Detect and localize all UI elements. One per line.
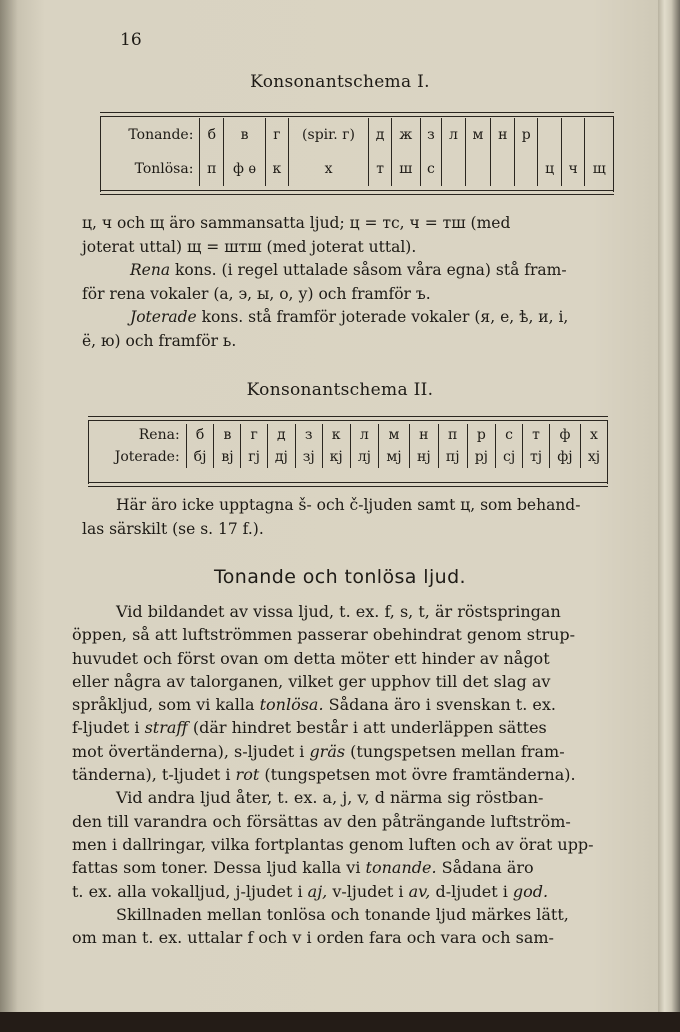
schema2-joterade-cell: тj: [523, 446, 550, 468]
schema2-rena-cell: т: [523, 424, 550, 446]
book-spine-bottom: [0, 1012, 680, 1032]
body-line: den till varandra och försättas av den påträngande luftström-: [72, 811, 571, 831]
note-line: för rena vokaler (а, э, ы, о, у) och framför ъ.: [82, 284, 431, 303]
schema2-joterade-cell: фj: [549, 446, 580, 468]
schema2-joterade-cell: бj: [186, 446, 214, 468]
schema2-joterade-cell: дj: [267, 446, 295, 468]
schema2-top-rule: [88, 416, 608, 421]
body-line: fattas som toner. Dessa ljud kalla vi tonande. Sådana äro: [72, 858, 534, 878]
note-line: Rena kons. (i regel uttalade såsom våra egna) stå fram-: [130, 261, 567, 279]
schema1-voiced-cell: ж: [392, 118, 421, 152]
schema2-rena-cell: н: [409, 424, 438, 446]
schema1-bottom-rule: [100, 190, 614, 195]
schema1-voiceless-cell: х: [288, 152, 368, 186]
schema2-joterade-cell: гj: [241, 446, 267, 468]
body-line: öppen, så att luftströmmen passerar obehindrat genom strup-: [72, 625, 576, 645]
schema2-joterade-cell: пj: [438, 446, 467, 468]
schema1-voiceless-cell: щ: [585, 152, 613, 186]
schema2-joterade-row: [90, 446, 607, 468]
schema1-voiceless-cell: ш: [392, 152, 421, 186]
schema1-voiceless-cell: п: [200, 152, 224, 186]
body-line: t. ex. alla vokalljud, j-ljudet i aj, v-ljudet i av, d-ljudet i god.: [72, 881, 549, 901]
body-line: f-ljudet i straff (där hindret består i att underläppen sättes: [72, 718, 547, 738]
schema1-voiced-cell: р: [515, 118, 538, 152]
body-line: huvudet och först ovan om detta möter ett hinder av något: [72, 648, 550, 668]
schema1-voiced-cell: д: [369, 118, 392, 152]
schema2-rena-label: Rena:: [138, 427, 180, 443]
schema2-heading: Konsonantschema II.: [246, 380, 434, 400]
schema1-voiced-cell: б: [200, 118, 224, 152]
consonant-notes: [82, 212, 612, 353]
schema2-table: [90, 424, 607, 468]
schema1-voiced-row: [102, 118, 613, 152]
schema2-joterade-cell: рj: [467, 446, 495, 468]
schema2-rena-cell: к: [322, 424, 350, 446]
schema1-voiceless-row: [102, 152, 613, 186]
schema2-joterade-cell: вj: [214, 446, 241, 468]
schema2-rena-cell: п: [438, 424, 467, 446]
schema2-bottom-rule: [88, 482, 608, 487]
body-line: Skillnaden mellan tonlösa och tonande ljud märkes lätt,: [116, 904, 569, 924]
schema1-voiced-cell: з: [420, 118, 442, 152]
page-edge: [658, 0, 680, 1032]
schema2-rena-row: [90, 424, 607, 446]
schema1-voiceless-cell: ф ѳ: [224, 152, 266, 186]
schema2-rena-cell: х: [580, 424, 607, 446]
schema1-voiced-cell: г: [265, 118, 288, 152]
schema2-left-border: [88, 420, 89, 484]
schema1-voiced-cell: [561, 118, 585, 152]
schema2-joterade-label: Joterade:: [114, 449, 180, 465]
body-line: om man t. ex. uttalar f och v i orden fara och vara och sam-: [72, 928, 554, 948]
note-line: Här äro icke upptagna š- och č-ljuden samt ц, som behand-: [116, 496, 581, 514]
schema1-voiceless-cell: [465, 152, 491, 186]
schema1-voiced-cell: н: [491, 118, 515, 152]
body-line: men i dallringar, vilka fortplantas genom luften och av örat upp-: [72, 834, 594, 854]
page-number: 16: [120, 30, 142, 50]
body-line: mot övertänderna), s-ljudet i gräs (tungspetsen mellan fram-: [72, 741, 565, 761]
schema1-voiceless-cell: [515, 152, 538, 186]
schema2-joterade-cell: кj: [322, 446, 350, 468]
schema1-voiceless-cell: к: [265, 152, 288, 186]
note-line: Joterade kons. stå framför joterade vokaler (я, е, ѣ, и, і,: [130, 308, 569, 326]
schema1-left-border: [100, 116, 101, 192]
schema1-heading: Konsonantschema I.: [250, 72, 430, 92]
note-line: joterat uttal) щ = штш (med joterat uttal).: [82, 237, 417, 256]
schema1-voiced-cell: м: [465, 118, 491, 152]
schema2-rena-cell: с: [496, 424, 523, 446]
note-line: las särskilt (se s. 17 f.).: [82, 519, 264, 538]
schema2-joterade-cell: хj: [580, 446, 607, 468]
note-line: ц, ч och щ äro sammansatta ljud; ц = тс, ч = тш (med: [82, 214, 511, 232]
schema1-voiceless-cell: ц: [538, 152, 561, 186]
schema1-voiced-cell: в: [224, 118, 266, 152]
body-line: tänderna), t-ljudet i rot (tungspetsen mot övre framtänderna).: [72, 765, 576, 785]
schema1-table: [102, 118, 613, 186]
schema1-voiceless-label: Tonlösa:: [134, 161, 194, 177]
schema1-voiceless-cell: с: [420, 152, 442, 186]
schema2-joterade-cell: сj: [496, 446, 523, 468]
schema1-right-border: [613, 116, 614, 192]
schema1-voiceless-cell: ч: [561, 152, 585, 186]
schema2-right-border: [607, 420, 608, 484]
schema1-voiceless-cell: [442, 152, 465, 186]
schema2-rena-cell: м: [379, 424, 410, 446]
note-line: ё, ю) och framför ь.: [82, 331, 237, 350]
schema1-voiced-cell: [538, 118, 561, 152]
schema1-voiced-cell: [585, 118, 613, 152]
schema2-rena-cell: р: [467, 424, 495, 446]
schema1-voiced-cell: (spir. г): [288, 118, 368, 152]
schema2-joterade-cell: зj: [295, 446, 322, 468]
schema2-joterade-cell: лj: [350, 446, 378, 468]
schema1-voiceless-cell: т: [369, 152, 392, 186]
schema2-rena-cell: д: [267, 424, 295, 446]
schema2-rena-cell: б: [186, 424, 214, 446]
body-line: Vid andra ljud åter, t. ex. a, j, v, d närma sig röstban-: [116, 788, 544, 808]
schema2-rena-cell: з: [295, 424, 322, 446]
schema2-rena-cell: г: [241, 424, 267, 446]
body-line: Vid bildandet av vissa ljud, t. ex. f, s, t, är röstspringan: [116, 602, 561, 621]
body-line: eller några av talorganen, vilket ger upphov till det slag av: [72, 671, 551, 691]
section-title: Tonande och tonlösa ljud.: [214, 566, 466, 588]
schema2-joterade-cell: нj: [409, 446, 438, 468]
body-line: språkljud, som vi kalla tonlösa. Sådana äro i svenskan t. ex.: [72, 695, 556, 715]
schema2-rena-cell: ф: [549, 424, 580, 446]
body-text: [72, 600, 612, 949]
schema1-voiceless-cell: [491, 152, 515, 186]
schema2-note: [82, 494, 612, 541]
schema1-voiced-cell: л: [442, 118, 465, 152]
schema1-voiced-label: Tonande:: [128, 127, 194, 143]
schema2-rena-cell: л: [350, 424, 378, 446]
schema2-rena-cell: в: [214, 424, 241, 446]
schema1-top-rule: [100, 112, 614, 117]
schema2-joterade-cell: мj: [379, 446, 410, 468]
